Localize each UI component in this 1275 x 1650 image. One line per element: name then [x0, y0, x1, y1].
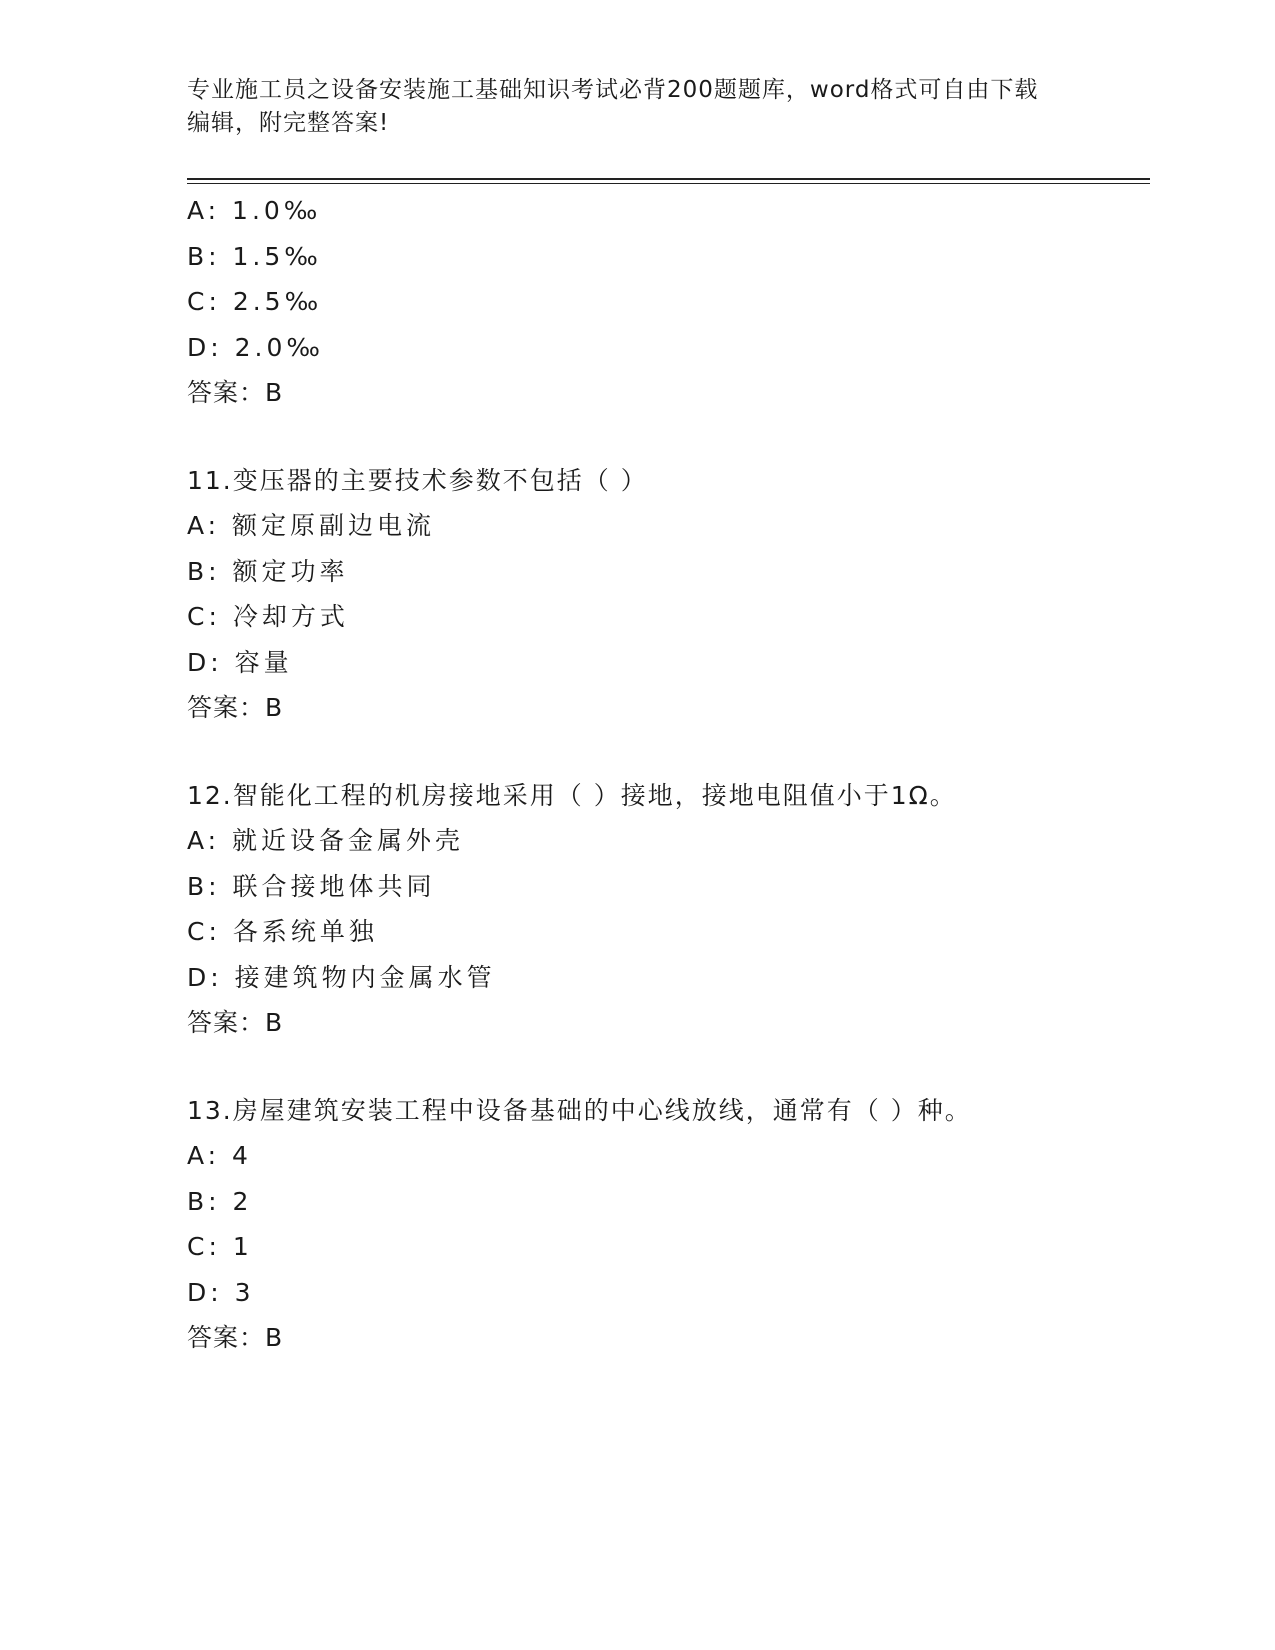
option-d: D: 容量 [187, 647, 293, 677]
option-c: C: 各系统单独 [187, 917, 378, 946]
question-12 [187, 773, 1150, 1046]
question-list [187, 188, 1150, 1361]
answer-label: 答案：B [187, 1323, 284, 1352]
header-divider-thick [187, 178, 1150, 180]
question-stem: 11.变压器的主要技术参数不包括（ ） [187, 465, 648, 495]
option-a: A: 额定原副边电流 [187, 511, 436, 540]
question-10-partial [187, 188, 1150, 416]
option-a: A: 4 [187, 1141, 252, 1170]
answer-label: 答案：B [187, 693, 284, 722]
option-b: B: 1.5‰ [187, 241, 322, 271]
option-a: A: 就近设备金属外壳 [187, 826, 465, 855]
option-c: C: 1 [187, 1232, 253, 1261]
header-line-2: 编辑，附完整答案! [187, 110, 390, 136]
option-a: A: 1.0‰ [187, 196, 322, 225]
option-c: C: 冷却方式 [187, 602, 349, 631]
option-c: C: 2.5‰ [187, 287, 323, 316]
question-11 [187, 458, 1150, 731]
header-divider-thin [187, 183, 1150, 184]
question-13 [187, 1088, 1150, 1361]
option-d: D: 2.0‰ [187, 332, 324, 362]
question-stem: 13.房屋建筑安装工程中设备基础的中心线放线，通常有（ ）种。 [187, 1095, 972, 1125]
question-stem: 12.智能化工程的机房接地采用（ ）接地，接地电阻值小于1Ω。 [187, 780, 957, 810]
option-d: D: 接建筑物内金属水管 [187, 962, 496, 992]
option-b: B: 额定功率 [187, 556, 349, 586]
answer-label: 答案：B [187, 1008, 284, 1037]
document-header [187, 74, 1067, 140]
option-b: B: 联合接地体共同 [187, 871, 436, 901]
header-line-1: 专业施工员之设备安装施工基础知识考试必背200题题库，word格式可自由下载 [187, 77, 1039, 103]
option-d: D: 3 [187, 1277, 255, 1307]
option-b: B: 2 [187, 1186, 253, 1216]
answer-label: 答案：B [187, 378, 284, 407]
